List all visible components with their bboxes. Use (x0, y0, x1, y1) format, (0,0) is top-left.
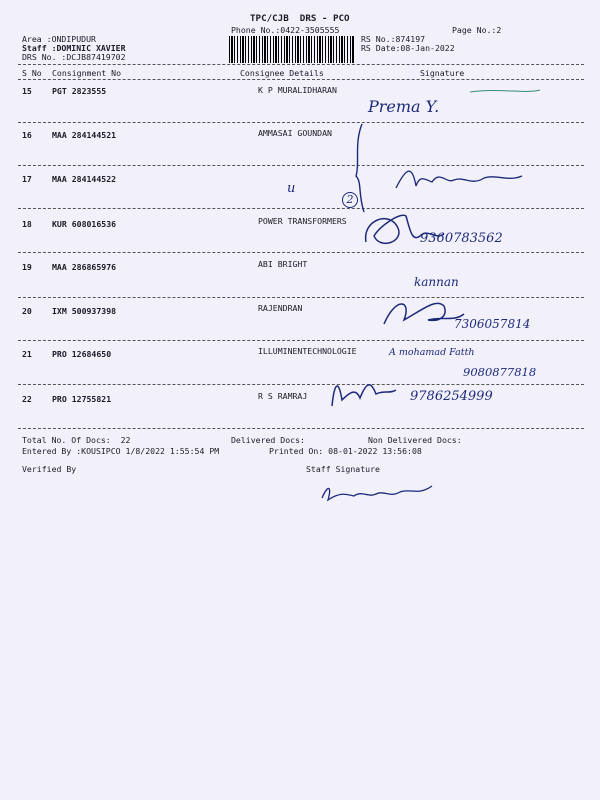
row-sno: 16 (22, 130, 32, 140)
row-sno: 17 (22, 174, 32, 184)
row-consignment: MAA 286865976 (52, 262, 117, 272)
divider (18, 297, 584, 298)
row-consignment: PGT 2823555 (52, 86, 107, 96)
page-number: Page No.:2 (452, 25, 502, 35)
divider (18, 252, 584, 253)
row-consignment: PRO 12755821 (52, 394, 112, 404)
handwritten-receiver-name: Prema Y. (368, 97, 440, 116)
divider (18, 340, 584, 341)
divider (18, 428, 584, 429)
row-sno: 20 (22, 306, 32, 316)
row-consignment: PRO 12684650 (52, 349, 112, 359)
total-docs: Total No. Of Docs: 22 (22, 435, 131, 445)
staff-signature-label: Staff Signature (306, 464, 380, 474)
row-consignee: POWER TRANSFORMERS (258, 216, 347, 226)
row-consignment: MAA 284144522 (52, 174, 117, 184)
drs-number: DRS No. :DCJB87419702 (22, 52, 126, 62)
area: Area :ONDIPUDUR (22, 34, 96, 44)
row-sno: 15 (22, 86, 32, 96)
row-consignment: KUR 608016536 (52, 219, 117, 229)
delivered-docs: Delivered Docs: (231, 435, 305, 445)
divider (18, 165, 584, 166)
handwritten-phone: 9080877818 (463, 365, 537, 379)
row-sno: 21 (22, 349, 32, 359)
handwritten-receiver-name: kannan (414, 275, 459, 289)
row-consignee: R S RAMRAJ (258, 391, 308, 401)
handwritten-ditto: u (287, 181, 296, 196)
verified-by: Verified By (22, 464, 77, 474)
col-consignee: Consignee Details (240, 68, 324, 78)
row-sno: 22 (22, 394, 32, 404)
signature-row-22 (326, 370, 400, 410)
row-sno: 18 (22, 219, 32, 229)
row-consignment: MAA 284144521 (52, 130, 117, 140)
col-consignment: Consignment No (52, 68, 122, 78)
row-consignee: RAJENDRAN (258, 303, 303, 313)
divider (18, 64, 584, 65)
rs-number: RS No.:874197 (361, 34, 426, 44)
handwritten-phone: 9360783562 (420, 231, 503, 246)
col-sno: S No (22, 68, 42, 78)
printed-on: Printed On: 08-01-2022 13:56:08 (269, 446, 422, 456)
row-sno: 19 (22, 262, 32, 272)
rs-date: RS Date:08-Jan-2022 (361, 43, 455, 53)
handwritten-phone: 7306057814 (454, 317, 531, 331)
divider (18, 384, 584, 385)
handwritten-receiver-name: A mohamad Fatth (389, 347, 475, 358)
col-signature: Signature (420, 68, 465, 78)
phone-number: Phone No.:0422-3505555 (231, 25, 340, 35)
row-consignment: IXM 500937398 (52, 306, 117, 316)
row-consignee: K P MURALIDHARAN (258, 85, 337, 95)
row-consignee: ILLUMINENTECHNOLOGIE (258, 346, 357, 356)
non-delivered-docs: Non Delivered Docs: (368, 435, 462, 445)
document-title: TPC/CJB DRS - PCO (250, 13, 350, 24)
divider (18, 208, 584, 209)
divider (18, 79, 584, 80)
staff-name: Staff :DOMINIC XAVIER (22, 43, 126, 53)
entered-by: Entered By :KOUSIPCO 1/8/2022 1:55:54 PM (22, 446, 220, 456)
handwritten-circled-number: 2 (342, 192, 358, 208)
row-consignee: ABI BRIGHT (258, 259, 308, 269)
divider (18, 122, 584, 123)
barcode (229, 36, 355, 63)
row-consignee: AMMASAI GOUNDAN (258, 128, 332, 138)
handwritten-phone: 9786254999 (410, 389, 493, 404)
signature-row-17 (392, 160, 532, 200)
staff-signature (318, 478, 438, 508)
